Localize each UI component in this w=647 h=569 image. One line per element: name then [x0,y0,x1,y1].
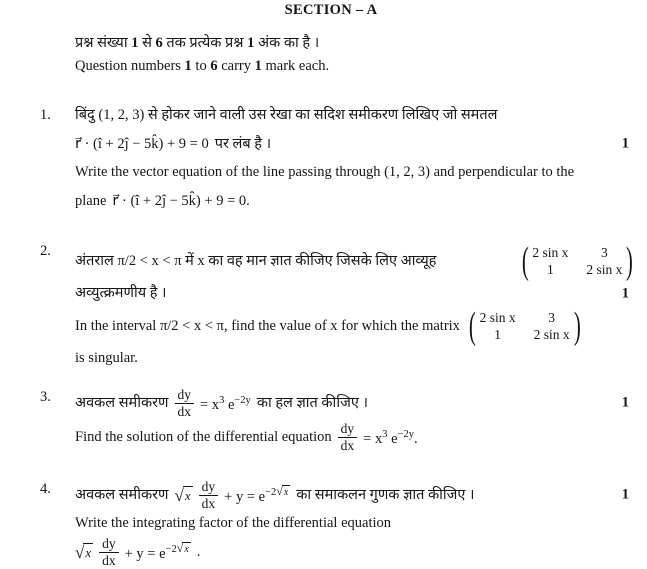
q4-fraction-english [99,536,119,568]
q4-english-math-line [75,535,622,569]
question-2-number: 2. [40,243,51,259]
fraction-numerator: dy [199,479,219,496]
q3-e-base: e [227,396,235,413]
q4-e-exponent [165,541,191,556]
q2-matrix-hindi [519,242,636,280]
fraction-denominator: dx [102,553,116,568]
radical-sign: √ [75,542,85,562]
exponent-sqrt [276,485,290,498]
matrix-cell: 2 sin x [479,309,516,325]
q4-fraction [199,479,219,511]
radicand: x [184,487,191,503]
section-title: SECTION – A [284,2,378,18]
q4-hindi-line [75,478,629,512]
q3-english-pre: Find the solution of the differential equation [75,428,332,445]
question-4-body [75,478,629,569]
q3-english-line [75,420,622,454]
intro-english-num3: 1 [254,58,262,74]
q1-english-pre: plane [75,192,107,209]
q4-period: . [196,543,201,560]
question-4 [40,478,629,569]
intro-english-text: to [191,58,211,74]
q4-sqrt-english [75,543,93,562]
q3-hindi-line [75,386,629,420]
fraction-denominator: dx [340,438,355,453]
intro-english-num2: 6 [210,58,218,74]
intro-english-text: Question numbers [75,58,185,74]
radical-sign: √ [176,541,184,556]
radical-sign: √ [174,485,184,505]
q1-vector-equation-hindi: r⃗ · (î + 2ĵ − 5k̂) + 9 = 0 [75,135,209,152]
matrix-cell: 3 [548,309,555,325]
q2-english-line2: is singular. [75,350,138,366]
q4-mid: + y = e [124,545,166,562]
question-1-body [75,104,629,218]
right-paren: ) [573,305,581,347]
q3-e-exponent: −2y [397,429,414,441]
matrix-cell: 2 sin x [532,244,569,260]
q3-fraction-english [338,421,358,453]
q3-hindi-pre: अवकल समीकरण [75,394,169,411]
q2-hindi-line2 [75,282,629,305]
intro-hindi-num1: 1 [131,35,139,51]
q1-hindi-post: पर लंब है । [214,135,272,152]
question-4-number: 4. [40,481,51,497]
exponent-sqrt [177,542,191,555]
q1-hindi-math-line [75,127,629,161]
q2-marks: 1 [621,285,629,301]
q3-eq-exponent: 3 [219,395,225,407]
matrix-cell: 3 [600,244,608,260]
q2-hindi-text: अंतराल π/2 < x < π में x का वह मान ज्ञात कीजिए जिसके लिए आव्यूह [75,252,437,269]
q1-hindi-line1: बिंदु (1, 2, 3) से होकर जाने वाली उस रेखा का सदिश समीकरण लिखिए जो समतल [75,107,498,123]
intro-english-text: mark each. [261,58,330,74]
radical-sign: √ [276,484,283,499]
fraction-denominator: dx [177,404,192,419]
fraction-numerator: dy [175,387,195,404]
q1-vector-equation-english: r⃗ · (î + 2ĵ − 5k̂) + 9 = 0. [112,192,250,209]
intro-hindi-text: प्रश्न संख्या [75,35,132,51]
question-3 [40,386,629,454]
q4-mid: + y = e [224,488,266,505]
matrix-cell: 2 sin x [586,261,623,277]
q4-hindi-pre: अवकल समीकरण [75,486,169,503]
question-3-body [75,386,629,454]
intro-english-text: carry [217,58,255,74]
intro-english-num1: 1 [184,58,192,74]
intro-hindi-text: अंक का है । [254,35,320,51]
q2-matrix-english [466,307,583,345]
exponent-coefficient: −2 [165,544,177,556]
question-1-number: 1. [40,107,51,123]
q4-equation [224,481,290,509]
question-1 [40,104,629,218]
q2-english-line1 [75,305,622,347]
q1-marks: 1 [621,135,629,152]
q1-english-math-line [75,184,622,218]
q3-eq-base: = x [363,430,383,447]
exponent-coefficient: −2 [265,487,277,499]
q3-marks: 1 [621,394,629,411]
q3-period: . [413,430,418,447]
q4-marks: 1 [621,486,629,503]
q3-equation [200,389,251,417]
matrix-cell: 2 sin x [533,326,570,342]
q3-fraction [175,387,195,419]
q3-e-base: e [391,430,398,447]
q3-eq-exponent: 3 [382,429,388,441]
fraction-denominator: dx [201,496,216,511]
radicand: x [85,544,92,560]
q3-eq-base: = x [200,396,220,413]
q4-equation-english [125,538,191,566]
q1-english-line1: Write the vector equation of the line passing through (1, 2, 3) and perpendicular to the [75,164,575,180]
left-paren: ( [468,305,476,347]
q2-hindi-text2: अव्युत्क्रमणीय है । [75,285,167,301]
right-paren: ) [626,240,634,282]
intro-block [75,32,622,78]
fraction-numerator: dy [338,421,358,438]
q4-e-exponent [265,484,290,499]
radicand: x [283,487,289,499]
q3-equation-english [363,423,417,451]
matrix-cell: 1 [546,261,554,277]
matrix-cells [479,310,571,343]
intro-hindi-line [75,32,622,55]
q4-hindi-post: का समाकलन गुणक ज्ञात कीजिए । [296,486,475,503]
question-3-number: 3. [40,389,51,405]
q2-hindi-line1 [75,240,636,282]
intro-hindi-text: तक प्रत्येक प्रश्न [162,35,248,51]
left-paren: ( [521,240,529,282]
question-2 [40,240,634,370]
intro-hindi-text: से [138,35,156,51]
q3-hindi-post: का हल ज्ञात कीजिए । [256,394,368,411]
matrix-cell: 1 [494,326,501,342]
q4-sqrt [175,486,193,505]
fraction-numerator: dy [99,536,119,553]
intro-hindi-num2: 6 [155,35,163,51]
radicand: x [184,544,189,556]
question-2-body [75,240,634,370]
q4-english-line1: Write the integrating factor of the differential equation [75,515,392,531]
intro-hindi-num3: 1 [247,35,255,51]
q2-english-text: In the interval π/2 < x < π, find the value of x for which the matrix [75,317,460,334]
intro-english-line [75,55,622,78]
q3-e-exponent: −2y [234,395,251,407]
matrix-cells [531,245,623,278]
